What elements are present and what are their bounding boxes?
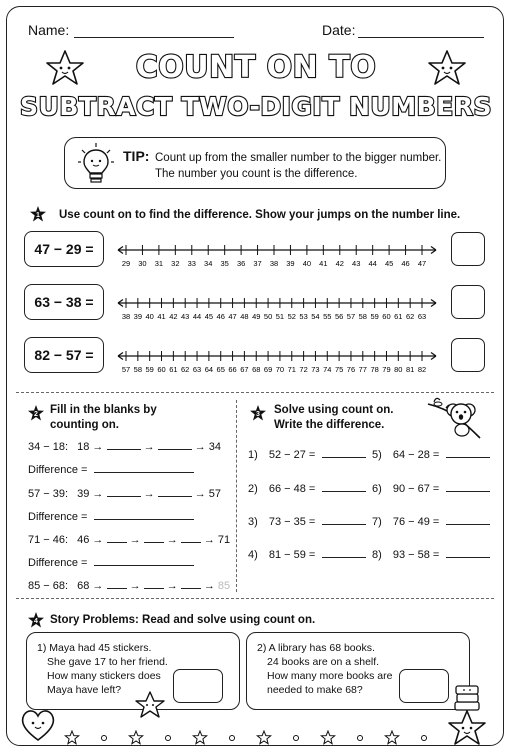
tick-label: 59	[370, 312, 379, 321]
section-3-line-1: Solve using count on.	[274, 404, 394, 416]
solve-row-4: 4) 81 − 59 =	[248, 548, 366, 561]
section-4-instruction: Story Problems: Read and solve using count on.	[50, 614, 316, 626]
fill-blank-row-2: 57 − 39: 39 → → → 57	[28, 488, 221, 500]
tick-label: 60	[382, 312, 391, 321]
section-1-instruction: Use count on to find the difference. Show your jumps on the number line.	[59, 209, 461, 221]
tick-label: 44	[192, 312, 202, 321]
tick-label: 56	[334, 312, 344, 321]
tick-label: 50	[263, 312, 273, 321]
tick-label: 47	[417, 259, 427, 268]
section-3-instruction	[274, 403, 393, 433]
tick-label: 33	[187, 259, 196, 268]
tick-label: 71	[287, 365, 296, 374]
blank[interactable]	[181, 533, 201, 543]
tick-label: 75	[334, 365, 344, 374]
difference-blank[interactable]	[94, 510, 194, 520]
equation-box-3: 82 − 57 =	[24, 337, 104, 373]
tick-label: 59	[145, 365, 154, 374]
tick-label: 31	[154, 259, 164, 268]
fill-blank-row-4: 85 − 68: 68 → → → → 85	[28, 580, 231, 592]
dot	[102, 736, 107, 741]
solve-row-1: 1) 52 − 27 =	[248, 448, 366, 461]
date-line[interactable]	[358, 37, 484, 38]
tick-label: 41	[319, 259, 328, 268]
tick-label: 38	[121, 312, 131, 321]
blank[interactable]	[107, 533, 127, 543]
blank[interactable]	[158, 487, 192, 497]
heart-icon	[18, 706, 58, 744]
tick-label: 64	[204, 365, 214, 374]
number-line-1[interactable]	[112, 238, 442, 272]
tick-label: 58	[133, 365, 143, 374]
tick-label: 46	[216, 312, 225, 321]
number-line-2[interactable]	[112, 291, 442, 325]
number-line-3[interactable]	[112, 344, 442, 378]
tick-label: 35	[220, 259, 229, 268]
tip-line-2: The number you count is the difference.	[155, 168, 358, 180]
tick-label: 49	[252, 312, 261, 321]
dot	[166, 736, 171, 741]
section-4-badge	[28, 612, 44, 628]
tick-label: 41	[157, 312, 166, 321]
answer-box-3[interactable]	[451, 338, 485, 372]
tick-label: 44	[368, 259, 377, 268]
tip-box	[64, 137, 446, 189]
svg-text:3: 3	[256, 411, 260, 418]
difference-row-2: Difference =	[28, 510, 194, 523]
difference-blank[interactable]	[94, 463, 194, 473]
tick-label: 66	[228, 365, 237, 374]
tick-label: 62	[405, 312, 415, 321]
tick-label: 63	[417, 312, 427, 321]
tick-label: 51	[275, 312, 285, 321]
star-icon	[446, 708, 488, 748]
blank[interactable]	[144, 579, 164, 589]
tick-label: 74	[323, 365, 332, 374]
tick-label: 38	[269, 259, 279, 268]
tip-label: TIP:	[123, 148, 150, 164]
column-divider	[236, 400, 237, 592]
story-problem-1: 1) Maya had 45 stickers. She gave 17 to her friend. How many stickers does Maya have left?	[26, 632, 240, 710]
tick-label: 73	[311, 365, 320, 374]
story-answer-box-2[interactable]	[399, 669, 449, 703]
star-icon	[193, 731, 206, 744]
solve-row-3: 3) 73 − 35 =	[248, 515, 366, 528]
tick-label: 60	[157, 365, 166, 374]
tick-label: 61	[394, 312, 403, 321]
tip-line-1: Count up from the smaller number to the bigger number.	[155, 152, 442, 164]
svg-text:1: 1	[36, 212, 40, 219]
name-label: Name:	[28, 22, 70, 38]
dot	[422, 736, 427, 741]
equation-box-1: 47 − 29 =	[24, 231, 104, 267]
section-3-line-2: Write the difference.	[274, 419, 385, 431]
lightbulb-icon	[77, 142, 115, 186]
answer-blank[interactable]	[322, 515, 366, 525]
koala-icon	[426, 394, 482, 442]
answer-box-2[interactable]	[451, 285, 485, 319]
tip-text	[155, 150, 441, 182]
tick-label: 70	[275, 365, 285, 374]
svg-text:4: 4	[34, 618, 38, 625]
tick-label: 47	[228, 312, 237, 321]
title-line-1: COUNT ON TO	[135, 50, 377, 85]
tick-label: 42	[169, 312, 178, 321]
tick-label: 36	[236, 259, 246, 268]
story-problem-2: 2) A library has 68 books. 24 books are on a shelf. How many more books are needed to make 68?	[246, 632, 470, 710]
blank[interactable]	[158, 440, 192, 450]
tick-label: 57	[121, 365, 131, 374]
tick-label: 40	[145, 312, 154, 321]
tick-label: 55	[323, 312, 332, 321]
blank[interactable]	[181, 579, 201, 589]
story-answer-box-1[interactable]	[173, 669, 223, 703]
tick-label: 80	[394, 365, 403, 374]
tick-label: 82	[417, 365, 427, 374]
tick-label: 37	[253, 259, 262, 268]
tick-label: 34	[204, 259, 213, 268]
tick-label: 81	[405, 365, 415, 374]
answer-box-1[interactable]	[451, 232, 485, 266]
star-icon	[65, 731, 78, 744]
star-icon	[129, 731, 142, 744]
title-line-2: SUBTRACT TWO-DIGIT NUMBERS	[20, 92, 492, 121]
star-icon	[321, 731, 334, 744]
blank[interactable]	[107, 579, 127, 589]
tick-label: 45	[384, 259, 394, 268]
answer-blank[interactable]	[446, 448, 490, 458]
section-2-badge	[28, 405, 44, 421]
difference-row-3: Difference =	[28, 556, 194, 569]
tick-label: 45	[204, 312, 214, 321]
tick-label: 58	[358, 312, 367, 321]
svg-text:2: 2	[34, 411, 38, 418]
solve-row-2: 2) 66 − 48 =	[248, 482, 366, 495]
section-1-badge	[30, 206, 46, 222]
tick-label: 63	[192, 365, 202, 374]
answer-blank[interactable]	[446, 548, 490, 558]
tick-label: 67	[240, 365, 249, 374]
answer-blank[interactable]	[446, 482, 490, 492]
answer-blank[interactable]	[322, 482, 366, 492]
tick-label: 30	[138, 259, 147, 268]
tick-label: 53	[299, 312, 308, 321]
difference-row-1: Difference =	[28, 463, 194, 476]
solve-row-6: 6) 90 − 67 =	[372, 482, 490, 495]
fill-blank-row-3: 71 − 46: 46 → → → → 71	[28, 534, 231, 546]
dot	[294, 736, 299, 741]
solve-row-5: 5) 64 − 28 =	[372, 448, 490, 461]
tick-label: 62	[181, 365, 190, 374]
tick-label: 39	[133, 312, 143, 321]
name-line[interactable]	[74, 37, 234, 38]
divider	[16, 392, 494, 393]
section-3-badge	[250, 405, 266, 421]
tick-label: 78	[370, 365, 379, 374]
blank[interactable]	[107, 440, 141, 450]
equation-box-2: 63 − 38 =	[24, 284, 104, 320]
tick-label: 77	[358, 365, 367, 374]
answer-blank[interactable]	[446, 515, 490, 525]
section-2-instruction	[50, 403, 157, 433]
dot	[358, 736, 363, 741]
section-2-line-2: counting on.	[50, 419, 119, 431]
solve-row-8: 8) 93 − 58 =	[372, 548, 490, 561]
divider	[16, 598, 494, 599]
difference-blank[interactable]	[94, 556, 194, 566]
tick-label: 29	[121, 259, 131, 268]
tick-label: 42	[335, 259, 344, 268]
footer-decoration	[60, 728, 444, 748]
tick-label: 43	[181, 312, 190, 321]
section-2-line-1: Fill in the blanks by	[50, 404, 157, 416]
tick-label: 57	[346, 312, 356, 321]
tick-label: 61	[169, 365, 178, 374]
blank[interactable]	[107, 487, 141, 497]
tick-label: 48	[240, 312, 249, 321]
tick-label: 52	[287, 312, 296, 321]
answer-blank[interactable]	[322, 448, 366, 458]
star-icon	[385, 731, 398, 744]
tick-label: 72	[299, 365, 308, 374]
tick-label: 69	[263, 365, 273, 374]
tick-label: 32	[171, 259, 180, 268]
tick-label: 65	[216, 365, 225, 374]
tick-label: 76	[346, 365, 356, 374]
tick-label: 68	[252, 365, 261, 374]
star-icon	[257, 731, 270, 744]
star-icon	[134, 690, 166, 720]
fill-blank-row-1: 34 − 18: 18 → → → 34	[28, 441, 221, 453]
answer-blank[interactable]	[322, 548, 366, 558]
tick-label: 54	[311, 312, 320, 321]
date-label: Date:	[322, 22, 356, 38]
tick-label: 43	[352, 259, 361, 268]
blank[interactable]	[144, 533, 164, 543]
dot	[230, 736, 235, 741]
tick-label: 39	[286, 259, 295, 268]
solve-row-7: 7) 76 − 49 =	[372, 515, 490, 528]
tick-label: 46	[401, 259, 410, 268]
tick-label: 40	[302, 259, 312, 268]
tick-label: 79	[382, 365, 391, 374]
